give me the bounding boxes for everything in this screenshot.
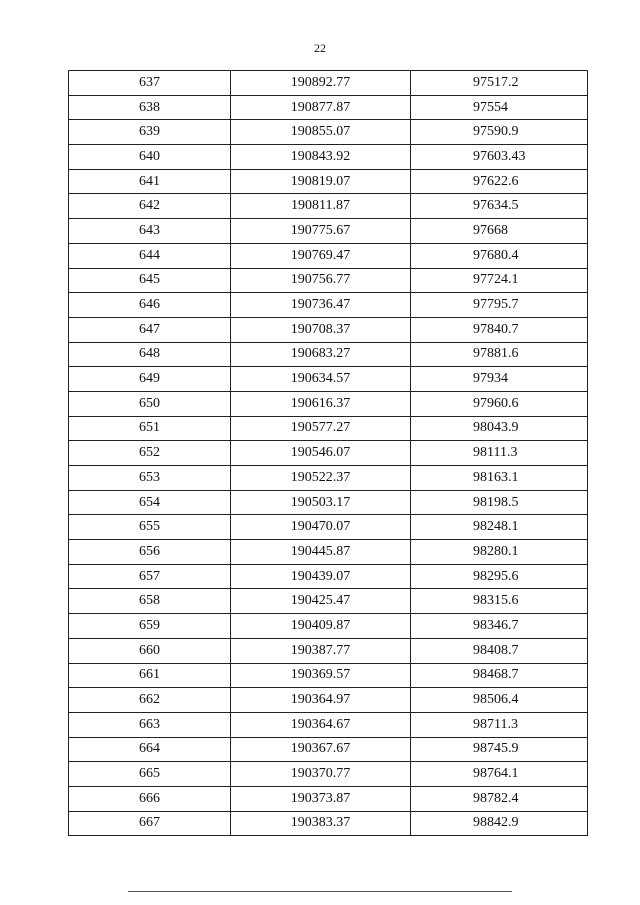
- y-coordinate-cell: 98506.4: [411, 688, 588, 713]
- point-number-cell: 649: [69, 367, 231, 392]
- point-number-cell: 643: [69, 219, 231, 244]
- point-number-cell: 654: [69, 490, 231, 515]
- y-coordinate-cell: 97590.9: [411, 120, 588, 145]
- point-number-cell: 646: [69, 293, 231, 318]
- table-row: [69, 688, 588, 713]
- y-coordinate-cell: 98842.9: [411, 811, 588, 836]
- point-number-cell: 659: [69, 614, 231, 639]
- x-coordinate-cell: 190546.07: [231, 441, 411, 466]
- x-coordinate-cell: 190811.87: [231, 194, 411, 219]
- table-row: [69, 416, 588, 441]
- x-coordinate-cell: 190383.37: [231, 811, 411, 836]
- x-coordinate-cell: 190775.67: [231, 219, 411, 244]
- x-coordinate-cell: 190892.77: [231, 71, 411, 96]
- table-row: [69, 762, 588, 787]
- point-number-cell: 645: [69, 268, 231, 293]
- y-coordinate-cell: 97634.5: [411, 194, 588, 219]
- y-coordinate-cell: 97680.4: [411, 243, 588, 268]
- y-coordinate-cell: 97668: [411, 219, 588, 244]
- y-coordinate-cell: 97881.6: [411, 342, 588, 367]
- x-coordinate-cell: 190445.87: [231, 540, 411, 565]
- x-coordinate-cell: 190683.27: [231, 342, 411, 367]
- y-coordinate-cell: 98468.7: [411, 663, 588, 688]
- y-coordinate-cell: 97795.7: [411, 293, 588, 318]
- x-coordinate-cell: 190736.47: [231, 293, 411, 318]
- y-coordinate-cell: 98782.4: [411, 786, 588, 811]
- x-coordinate-cell: 190364.67: [231, 712, 411, 737]
- y-coordinate-cell: 98163.1: [411, 466, 588, 491]
- y-coordinate-cell: 98745.9: [411, 737, 588, 762]
- y-coordinate-cell: 97724.1: [411, 268, 588, 293]
- table-row: [69, 268, 588, 293]
- y-coordinate-cell: 98248.1: [411, 515, 588, 540]
- point-number-cell: 653: [69, 466, 231, 491]
- x-coordinate-cell: 190616.37: [231, 391, 411, 416]
- table-row: [69, 120, 588, 145]
- point-number-cell: 650: [69, 391, 231, 416]
- point-number-cell: 665: [69, 762, 231, 787]
- y-coordinate-cell: 97554: [411, 95, 588, 120]
- table-row: [69, 490, 588, 515]
- table-row: [69, 811, 588, 836]
- coordinate-table: [68, 70, 588, 836]
- y-coordinate-cell: 97934: [411, 367, 588, 392]
- x-coordinate-cell: 190470.07: [231, 515, 411, 540]
- point-number-cell: 638: [69, 95, 231, 120]
- table-row: [69, 638, 588, 663]
- y-coordinate-cell: 97517.2: [411, 71, 588, 96]
- y-coordinate-cell: 98043.9: [411, 416, 588, 441]
- table-row: [69, 466, 588, 491]
- table-row: [69, 515, 588, 540]
- x-coordinate-cell: 190634.57: [231, 367, 411, 392]
- y-coordinate-cell: 97622.6: [411, 169, 588, 194]
- point-number-cell: 652: [69, 441, 231, 466]
- x-coordinate-cell: 190522.37: [231, 466, 411, 491]
- y-coordinate-cell: 98315.6: [411, 589, 588, 614]
- table-row: [69, 564, 588, 589]
- y-coordinate-cell: 97840.7: [411, 317, 588, 342]
- table-row: [69, 243, 588, 268]
- y-coordinate-cell: 98280.1: [411, 540, 588, 565]
- point-number-cell: 664: [69, 737, 231, 762]
- point-number-cell: 640: [69, 145, 231, 170]
- table-row: [69, 145, 588, 170]
- y-coordinate-cell: 98198.5: [411, 490, 588, 515]
- table-row: [69, 663, 588, 688]
- y-coordinate-cell: 98111.3: [411, 441, 588, 466]
- x-coordinate-cell: 190409.87: [231, 614, 411, 639]
- coordinate-table-body: [69, 71, 588, 836]
- point-number-cell: 655: [69, 515, 231, 540]
- point-number-cell: 667: [69, 811, 231, 836]
- y-coordinate-cell: 98408.7: [411, 638, 588, 663]
- table-row: [69, 589, 588, 614]
- x-coordinate-cell: 190373.87: [231, 786, 411, 811]
- table-row: [69, 786, 588, 811]
- point-number-cell: 647: [69, 317, 231, 342]
- point-number-cell: 639: [69, 120, 231, 145]
- table-row: [69, 540, 588, 565]
- point-number-cell: 641: [69, 169, 231, 194]
- y-coordinate-cell: 97603.43: [411, 145, 588, 170]
- x-coordinate-cell: 190370.77: [231, 762, 411, 787]
- x-coordinate-cell: 190439.07: [231, 564, 411, 589]
- table-row: [69, 293, 588, 318]
- x-coordinate-cell: 190843.92: [231, 145, 411, 170]
- point-number-cell: 651: [69, 416, 231, 441]
- point-number-cell: 658: [69, 589, 231, 614]
- y-coordinate-cell: 98764.1: [411, 762, 588, 787]
- page-number: 22: [314, 41, 326, 55]
- point-number-cell: 648: [69, 342, 231, 367]
- table-row: [69, 391, 588, 416]
- table-row: [69, 737, 588, 762]
- x-coordinate-cell: 190369.57: [231, 663, 411, 688]
- table-row: [69, 95, 588, 120]
- table-row: [69, 367, 588, 392]
- x-coordinate-cell: 190855.07: [231, 120, 411, 145]
- x-coordinate-cell: 190756.77: [231, 268, 411, 293]
- x-coordinate-cell: 190387.77: [231, 638, 411, 663]
- y-coordinate-cell: 97960.6: [411, 391, 588, 416]
- table-row: [69, 194, 588, 219]
- x-coordinate-cell: 190877.87: [231, 95, 411, 120]
- x-coordinate-cell: 190577.27: [231, 416, 411, 441]
- x-coordinate-cell: 190364.97: [231, 688, 411, 713]
- y-coordinate-cell: 98711.3: [411, 712, 588, 737]
- x-coordinate-cell: 190769.47: [231, 243, 411, 268]
- x-coordinate-cell: 190503.17: [231, 490, 411, 515]
- point-number-cell: 657: [69, 564, 231, 589]
- point-number-cell: 663: [69, 712, 231, 737]
- bottom-divider: [128, 891, 512, 892]
- table-row: [69, 169, 588, 194]
- point-number-cell: 660: [69, 638, 231, 663]
- table-row: [69, 219, 588, 244]
- y-coordinate-cell: 98346.7: [411, 614, 588, 639]
- point-number-cell: 656: [69, 540, 231, 565]
- table-row: [69, 614, 588, 639]
- point-number-cell: 662: [69, 688, 231, 713]
- point-number-cell: 666: [69, 786, 231, 811]
- point-number-cell: 661: [69, 663, 231, 688]
- table-row: [69, 441, 588, 466]
- y-coordinate-cell: 98295.6: [411, 564, 588, 589]
- table-row: [69, 317, 588, 342]
- x-coordinate-cell: 190367.67: [231, 737, 411, 762]
- table-row: [69, 342, 588, 367]
- point-number-cell: 642: [69, 194, 231, 219]
- point-number-cell: 637: [69, 71, 231, 96]
- table-row: [69, 712, 588, 737]
- x-coordinate-cell: 190819.07: [231, 169, 411, 194]
- x-coordinate-cell: 190425.47: [231, 589, 411, 614]
- table-row: [69, 71, 588, 96]
- x-coordinate-cell: 190708.37: [231, 317, 411, 342]
- point-number-cell: 644: [69, 243, 231, 268]
